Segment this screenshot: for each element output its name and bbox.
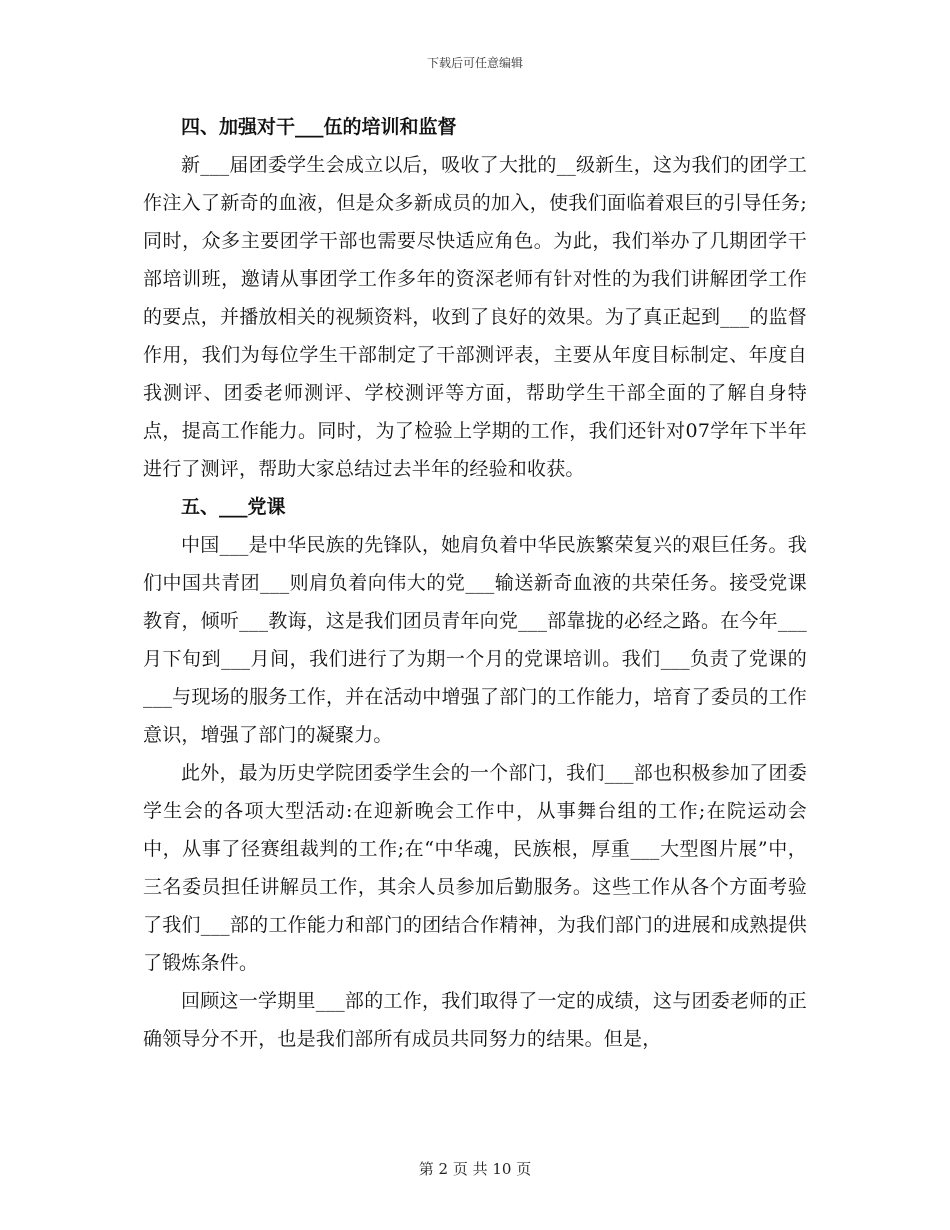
paragraph-section4-1: 新___届团委学生会成立以后，吸收了大批的__级新生，这为我们的团学工作注入了新奇的血液，但是众多新成员的加入，使我们面临着艰巨的引导任务;同时，众多主要团学干部也需要尽快适应角色。为此，我们举办了几期团学干部培训班，邀请从事团学工作多年的资深老师有针对性的为我们讲解团学工作的要点，并播放相关的视频资料，收到了良好的效果。为了真正起到___的监督作用，我们为每位学生干部制定了干部测评表，主要从年度目标制定、年度自我测评、团委老师测评、学校测评等方面，帮助学生干部全面的了解自身特点，提高工作能力。同时，为了检验上学期的工作，我们还针对07学年下半年进行了测评，帮助大家总结过去半年的经验和收获。 <box>143 154 807 480</box>
section-heading-5: 五、___党课 <box>181 496 286 518</box>
page-header-note: 下载后可任意编辑 <box>426 56 523 70</box>
section-heading-4: 四、加强对干___伍的培训和监督 <box>181 116 457 138</box>
paragraph-section5-3: 回顾这一学期里___部的工作，我们取得了一定的成绩，这与团委老师的正确领导分不开，也是我们部所有成员共同努力的结果。但是， <box>143 990 807 1050</box>
paragraph-section5-2: 此外，最为历史学院团委学生会的一个部门，我们___部也积极参加了团委学生会的各项大型活动:在迎新晚会工作中，从事舞台组的工作;在院运动会中，从事了径赛组裁判的工作;在“中华魂，民族根，厚重___大型图片展”中，三名委员担任讲解员工作，其余人员参加后勤服务。这些工作从各个方面考验了我们___部的工作能力和部门的团结合作精神，为我们部门的进展和成熟提供了锻炼条件。 <box>143 762 807 974</box>
document-body <box>143 108 807 1058</box>
page-number: 第 2 页 共 10 页 <box>418 1160 532 1178</box>
paragraph-section5-1: 中国___是中华民族的先锋队，她肩负着中华民族繁荣复兴的艰巨任务。我们中国共青团___则肩负着向伟大的党___输送新奇血液的共荣任务。接受党课教育，倾听___教诲，这是我们团员青年向党___部靠拢的必经之路。在今年___月下旬到___月间，我们进行了为期一个月的党课培训。我们___负责了党课的___与现场的服务工作，并在活动中增强了部门的工作能力，培育了委员的工作意识，增强了部门的凝聚力。 <box>143 534 807 746</box>
